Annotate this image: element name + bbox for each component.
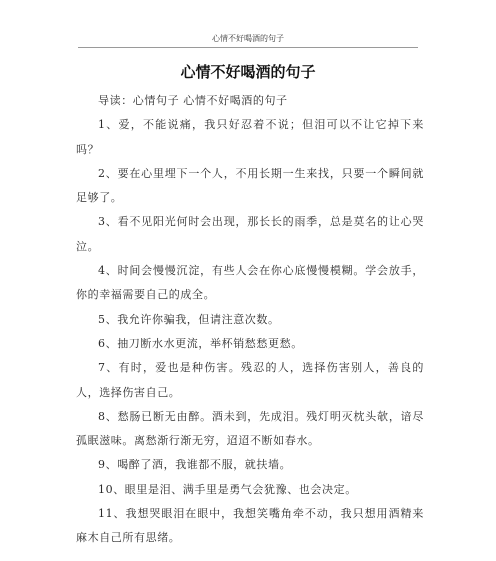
paragraph-5: 5、我允许你骗我，但请注意次数。 bbox=[98, 312, 280, 326]
paragraph-6: 6、抽刀断水水更流，举杯销愁愁更愁。 bbox=[98, 336, 303, 350]
document-body bbox=[76, 89, 424, 551]
document-title: 心情不好喝酒的句子 bbox=[180, 63, 316, 81]
intro-paragraph: 导读：心情句子 心情不好喝酒的句子 bbox=[98, 94, 288, 107]
header-divider bbox=[78, 47, 418, 48]
paragraph-2: 2、要在心里埋下一个人，不用长期一生来找，只要一个瞬间就足够了。 bbox=[76, 166, 424, 205]
paragraph-4: 4、时间会慢慢沉淀，有些人会在你心底慢慢模糊。学会放手，你的幸福需要自己的成全。 bbox=[76, 264, 424, 302]
paragraph-10: 10、眼里是泪、满手里是勇气会犹豫、也会决定。 bbox=[98, 482, 357, 496]
paragraph-9: 9、喝醉了酒，我谁都不服，就扶墙。 bbox=[98, 458, 292, 472]
paragraph-7: 7、有时，爱也是种伤害。残忍的人，选择伤害别人，善良的人，选择伤害自己。 bbox=[76, 361, 424, 399]
paragraph-1: 1、爱，不能说痛，我只好忍着不说；但泪可以不让它掉下来吗？ bbox=[76, 118, 424, 156]
paragraph-3: 3、看不见阳光何时会出现，那长长的雨季，总是莫名的让心哭泣。 bbox=[76, 215, 424, 253]
paragraph-11: 11、我想哭眼泪在眼中，我想笑嘴角牵不动，我只想用酒精来麻木自己所有思绪。 bbox=[76, 507, 424, 545]
paragraph-8: 8、愁肠已断无由醉。酒未到，先成泪。残灯明灭枕头欹，谙尽孤眠滋味。离愁渐行渐无穷，迢迢不断如春水。 bbox=[76, 409, 424, 448]
running-header: 心情不好喝酒的句子 bbox=[212, 34, 284, 43]
